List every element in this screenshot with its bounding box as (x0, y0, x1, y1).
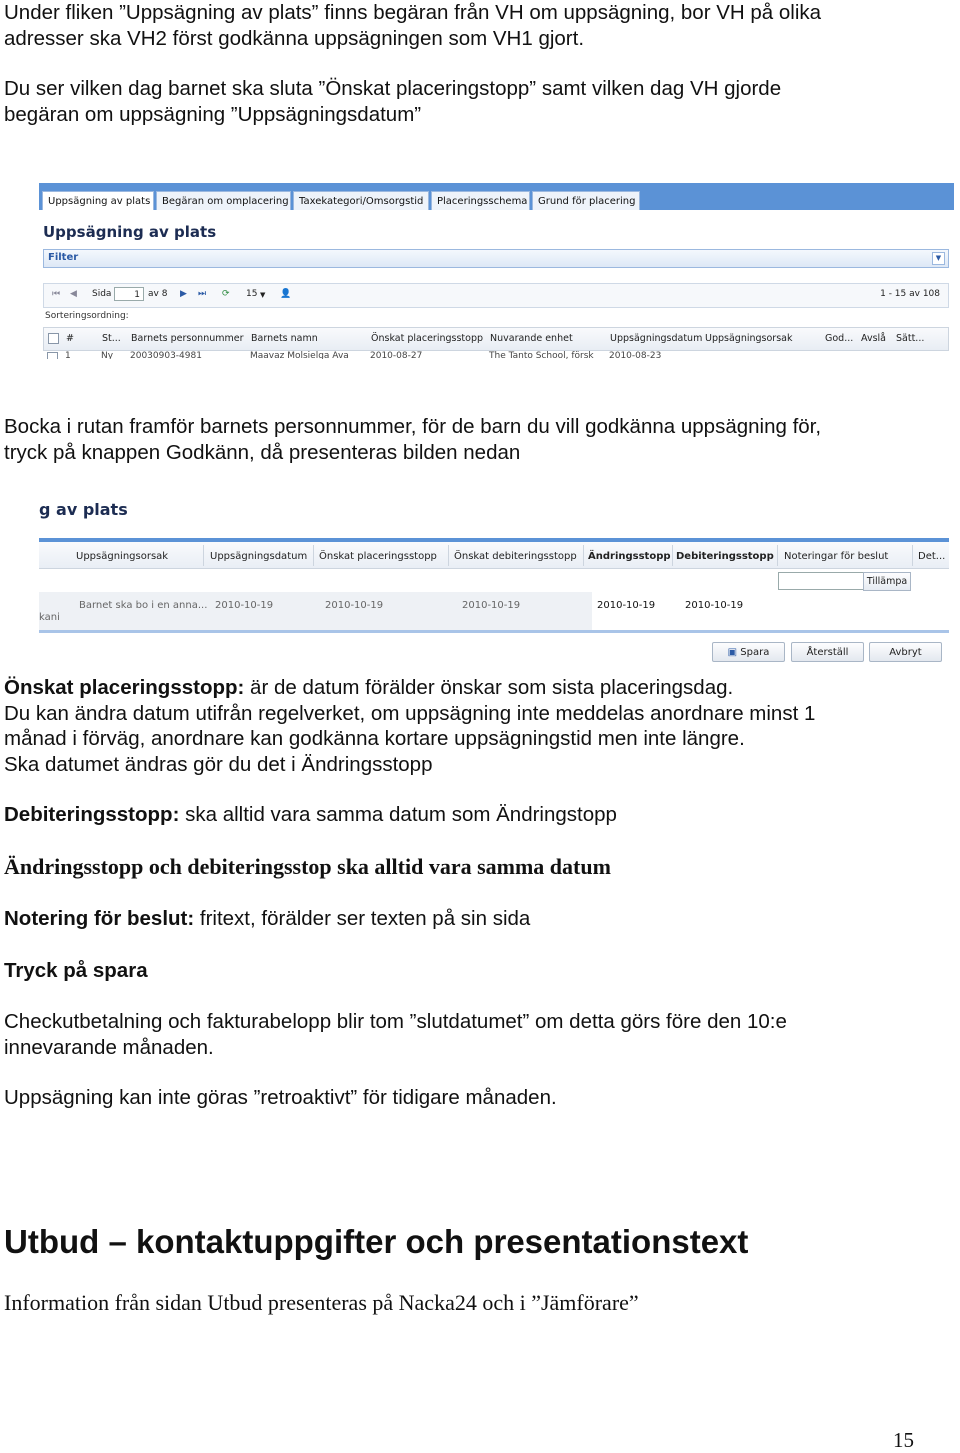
col-godkann[interactable]: God... (825, 333, 854, 344)
intro-paragraph-1: Under fliken ”Uppsägning av plats” finns begäran från VH om uppsägning, bor VH på olika adresser ska VH2 först godkänna uppsägningen som VH1 gjort. (4, 1, 822, 50)
chevron-down-icon[interactable]: ▼ (932, 252, 945, 265)
select-all-checkbox[interactable] (48, 333, 59, 344)
tab-bar (39, 183, 954, 210)
onskat-term: Önskat placeringsstopp: (4, 676, 245, 699)
cell-onskat-placering: 2010-10-19 (325, 600, 384, 611)
debitering-text: ska alltid vara samma datum som Ändringstopp (179, 803, 617, 826)
grid-header (39, 542, 949, 569)
col-personnummer[interactable]: Barnets personnummer (131, 333, 244, 344)
checkout-paragraph: Checkutbetalning och fakturabelopp blir tom ”slutdatumet” om detta görs före den 10:e innevarande månaden. (4, 1010, 787, 1059)
cell-left-cropped: kani (39, 612, 60, 623)
cell-onskat-debitering: 2010-10-19 (462, 600, 521, 611)
col-uppsagningsdatum[interactable]: Uppsägningsdatum (210, 551, 308, 562)
page-title: Uppsägning av plats (43, 223, 217, 241)
col-noteringar[interactable]: Noteringar för beslut (784, 551, 889, 562)
page-range: 1 - 15 av 108 (880, 289, 940, 299)
instruction-paragraph: Bocka i rutan framför barnets personnummer, för de barn du vill godkänna uppsägning för, tryck på knappen Godkänn, då presenteras bilden nedan (4, 415, 822, 464)
cancel-button[interactable]: Avbryt (869, 642, 942, 662)
col-number[interactable]: # (66, 333, 74, 344)
cell-uppsagningsdatum: 2010-08-23 (609, 351, 662, 359)
save-button[interactable] (712, 642, 785, 662)
grid-header (43, 327, 949, 351)
col-onskat-placering[interactable]: Önskat placeringsstopp (319, 551, 437, 562)
first-page-icon[interactable]: ⏮ (52, 289, 61, 299)
page-label: Sida (92, 289, 112, 299)
col-enhet[interactable]: Nuvarande enhet (490, 333, 573, 344)
cell-andringsstopp[interactable]: 2010-10-19 (597, 600, 656, 611)
cell-status: Ny (101, 351, 114, 359)
tab-taxekategori[interactable]: Taxekategori/Omsorgstid (293, 191, 429, 210)
onskat-paragraph (4, 675, 815, 777)
cell-personnummer: 20030903-4981 (130, 351, 202, 359)
next-page-icon[interactable]: ▶ (180, 289, 187, 299)
save-icon: ▣ (727, 647, 738, 658)
cell-onskat: 2010-08-27 (370, 351, 423, 359)
col-andringsstopp[interactable]: Ändringsstopp (588, 551, 671, 562)
prev-page-icon[interactable]: ◀ (70, 289, 77, 299)
pager-toolbar (43, 283, 949, 308)
last-page-icon[interactable]: ⏭ (198, 289, 207, 299)
col-uppsagningsdatum[interactable]: Uppsägningsdatum (610, 333, 703, 344)
cell-uppsagningsdatum: 2010-10-19 (215, 600, 274, 611)
page-size-select[interactable]: 15 (246, 289, 258, 299)
col-det[interactable]: Det... (918, 551, 946, 562)
section-subtext: Information från sidan Utbud presenteras på Nacka24 och i ”Jämförare” (4, 1290, 639, 1315)
page-number: 15 (893, 1428, 914, 1452)
notering-text: fritext, förälder ser texten på sin sida (194, 907, 531, 930)
intro-paragraph-2: Du ser vilken dag barnet ska sluta ”Önskat placeringstopp” samt vilken dag VH gjorde begäran om uppsägning ”Uppsägningsdatum” (4, 77, 782, 126)
refresh-icon[interactable]: ⟳ (222, 289, 230, 299)
tab-uppsagning[interactable]: Uppsägning av plats (42, 191, 154, 210)
tryck-spara: Tryck på spara (4, 959, 148, 982)
notering-paragraph (4, 906, 530, 932)
cell-debiteringsstopp[interactable]: 2010-10-19 (685, 600, 744, 611)
row-checkbox[interactable] (47, 352, 58, 359)
page-of-label: av 8 (148, 289, 168, 299)
user-icon[interactable]: 👤 (280, 289, 292, 299)
cell-enhet: The Tanto School, försk (489, 351, 594, 359)
col-onskat-debitering[interactable]: Önskat debiteringsstopp (454, 551, 577, 562)
table-row[interactable] (39, 592, 949, 630)
notering-term: Notering för beslut: (4, 907, 195, 930)
col-onskat[interactable]: Önskat placeringsstopp (371, 333, 484, 344)
tab-begaran[interactable]: Begäran om omplacering (156, 191, 291, 210)
col-orsak[interactable]: Uppsägningsorsak (76, 551, 169, 562)
cell-orsak: Barnet ska bo i en anna... (79, 600, 208, 611)
notes-filter-input[interactable] (778, 572, 864, 590)
grid-bottom-border (39, 630, 949, 633)
debitering-paragraph (4, 802, 617, 828)
filter-bar[interactable] (43, 249, 949, 268)
page-input[interactable]: 1 (114, 287, 144, 301)
screenshot-approve-form (39, 496, 949, 666)
col-orsak[interactable]: Uppsägningsorsak (705, 333, 793, 344)
onskat-text: är de datum förälder önskar som sista placeringsdag. Du kan ändra datum utifrån regelverket, om uppsägning inte meddelas anordnare minst 1 månad i förväg, anordnare kan godkänna kortare uppsägningstid men inte längre. Ska datumet ändras gör du det i Ändringsstopp (4, 676, 816, 776)
col-satt[interactable]: Sätt... (896, 333, 925, 344)
table-row[interactable] (43, 350, 947, 359)
retro-paragraph: Uppsägning kan inte göras ”retroaktivt” för tidigare månaden. (4, 1086, 557, 1109)
screenshot-uppsagning-list (39, 183, 954, 359)
col-status[interactable]: St... (102, 333, 121, 344)
col-avsla[interactable]: Avslå (861, 333, 886, 344)
chevron-down-icon[interactable]: ▼ (260, 291, 266, 299)
rule-statement: Ändringsstopp och debiteringsstop ska alltid vara samma datum (4, 854, 611, 879)
tab-placeringsschema[interactable]: Placeringsschema (431, 191, 530, 210)
apply-button[interactable]: Tillämpa (863, 572, 911, 591)
col-namn[interactable]: Barnets namn (251, 333, 318, 344)
col-debiteringsstopp[interactable]: Debiteringsstopp (676, 551, 774, 562)
filter-label: Filter (48, 252, 79, 263)
tab-grund[interactable]: Grund för placering (532, 191, 640, 210)
debitering-term: Debiteringsstopp: (4, 803, 180, 826)
page-title-cropped: g av plats (39, 500, 128, 519)
section-heading: Utbud – kontaktuppgifter och presentationstext (4, 1223, 749, 1260)
cell-number: 1 (65, 351, 71, 359)
cell-namn: Maavaz Molsielga Ava (250, 351, 349, 359)
save-button-label: Spara (740, 647, 770, 658)
sort-order-label: Sorteringsordning: (45, 311, 129, 321)
reset-button[interactable]: Återställ (791, 642, 864, 662)
